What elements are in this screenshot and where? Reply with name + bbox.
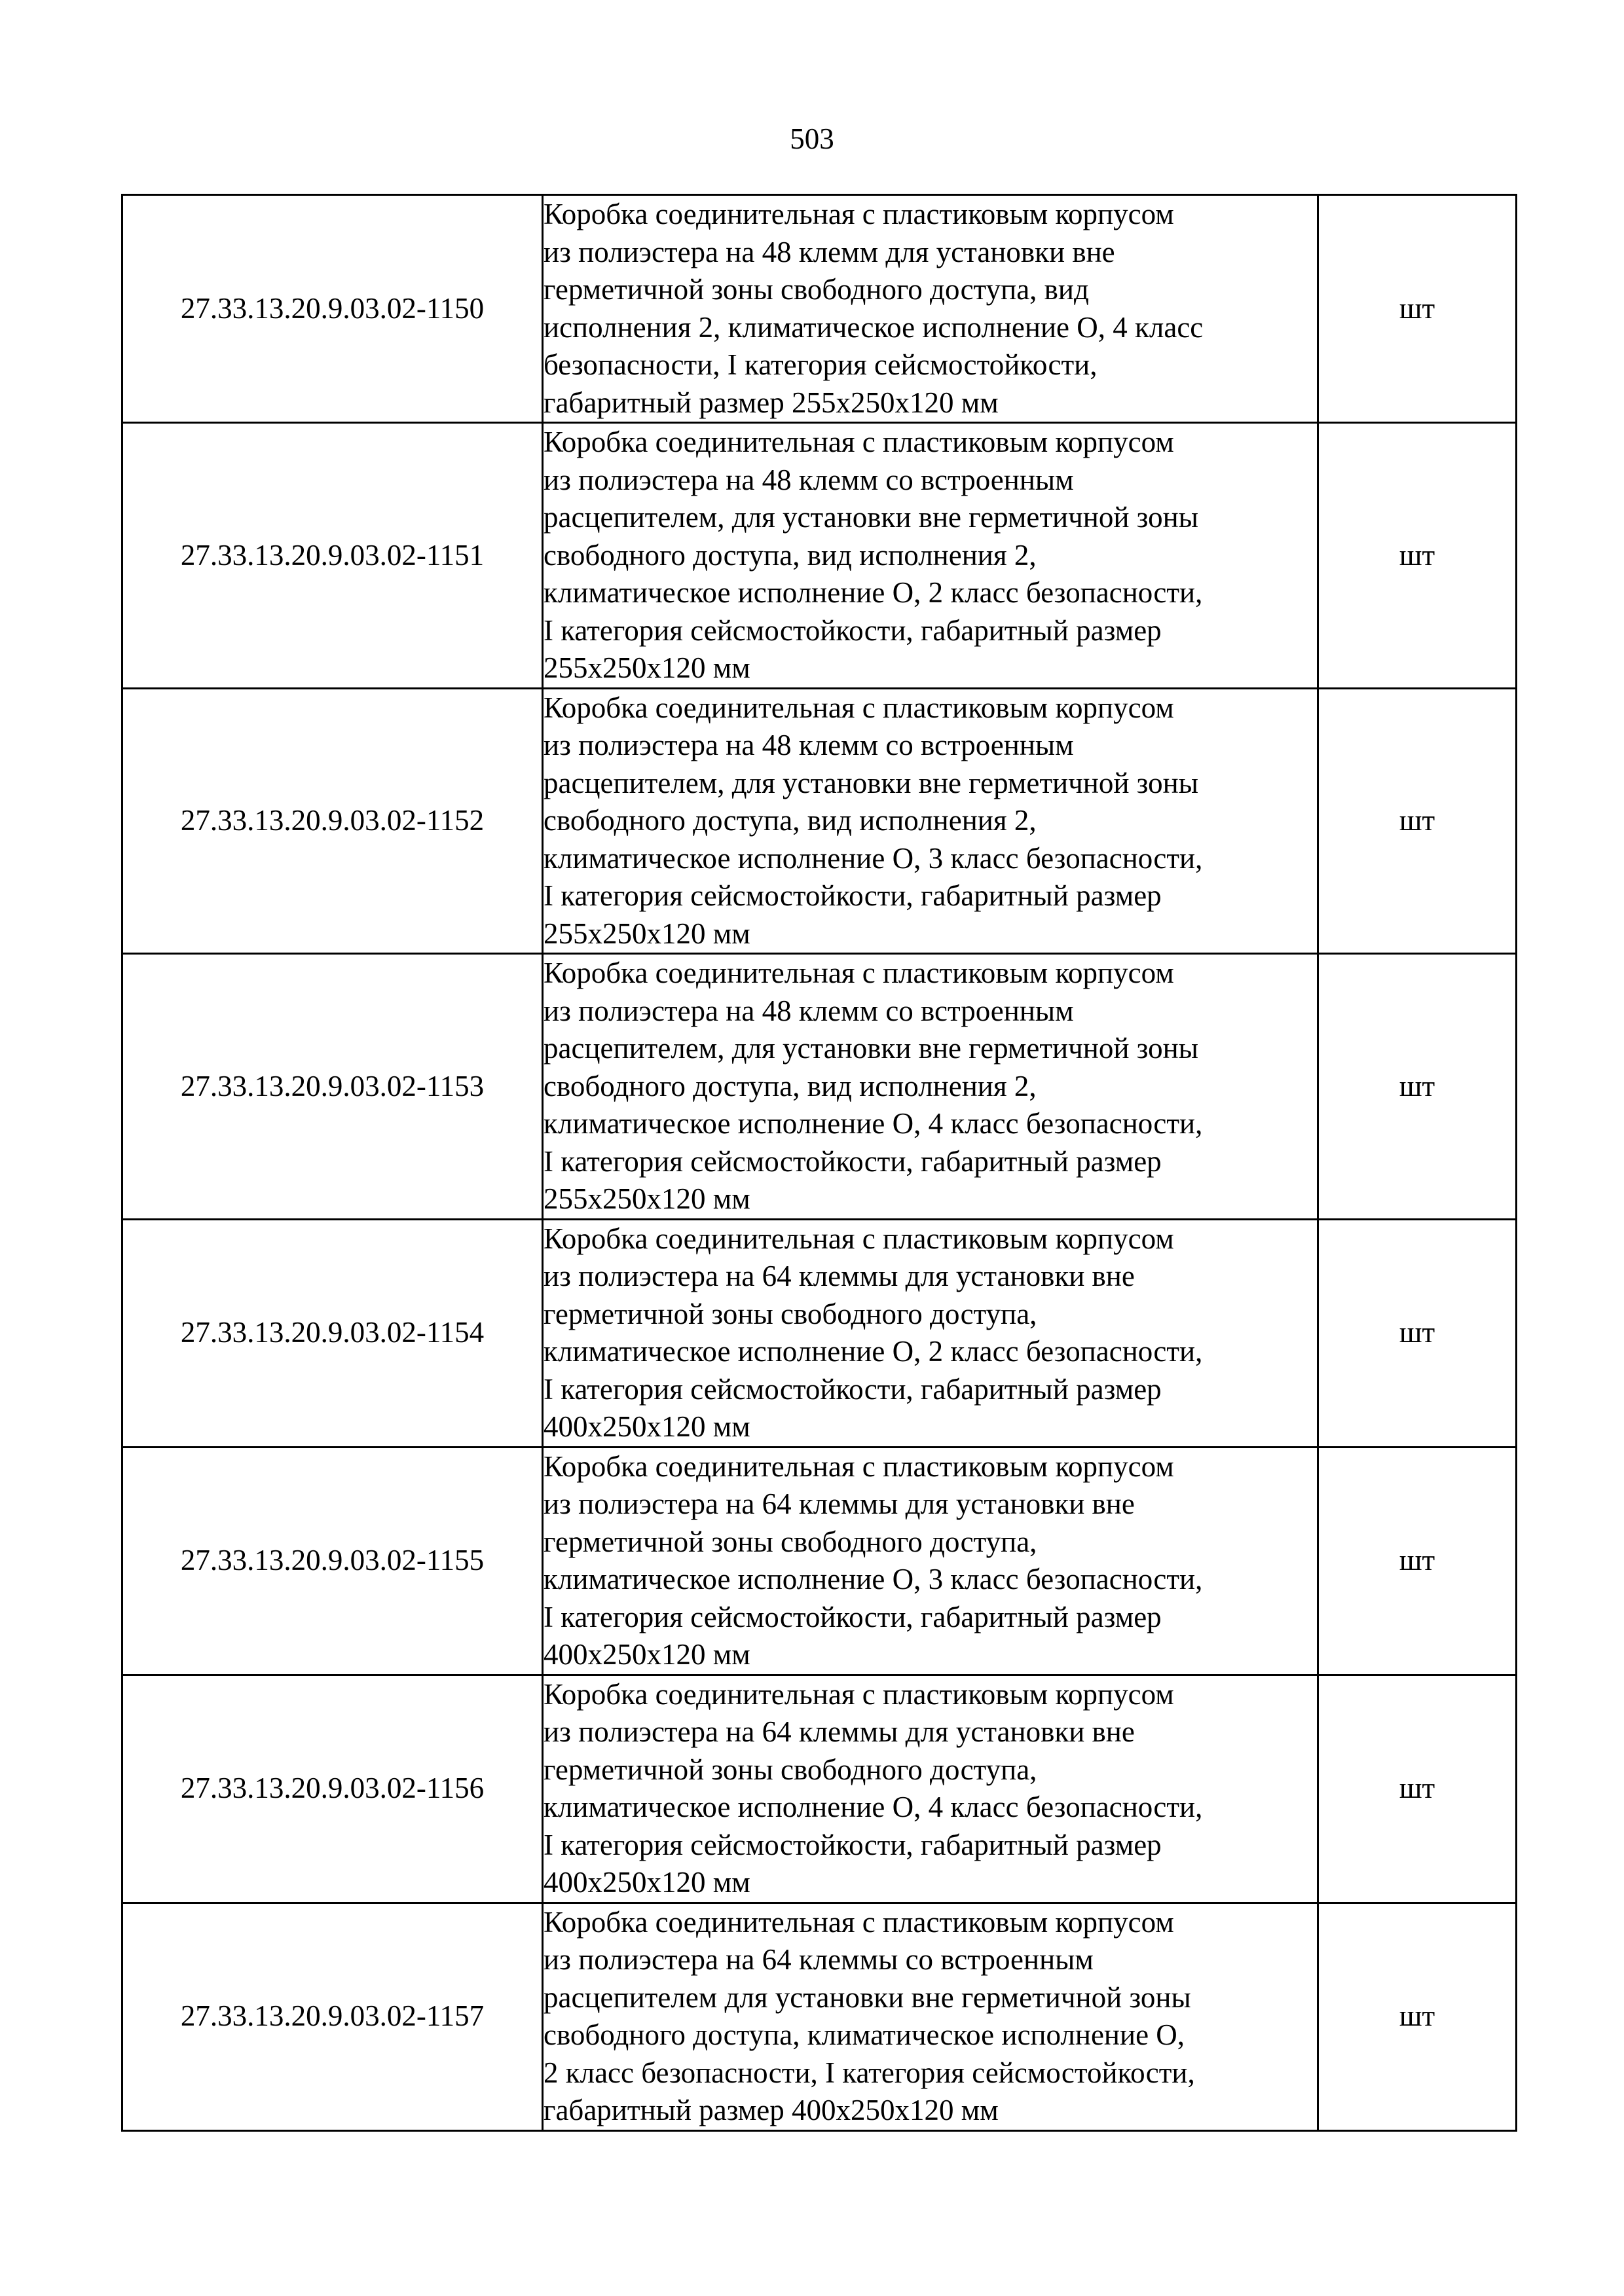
code-cell: 27.33.13.20.9.03.02-1155	[122, 1447, 543, 1675]
code-cell: 27.33.13.20.9.03.02-1151	[122, 423, 543, 689]
table-row	[122, 1903, 1517, 2130]
description-line: из полиэстера на 48 клемм со встроенным	[544, 463, 1074, 496]
unit-cell: шт	[1318, 1903, 1517, 2130]
code-cell: 27.33.13.20.9.03.02-1156	[122, 1675, 543, 1903]
table-row	[122, 954, 1517, 1220]
description-line: из полиэстера на 48 клемм со встроенным	[544, 994, 1074, 1027]
description-line: 255x250x120 мм	[544, 1182, 750, 1215]
description-line: из полиэстера на 64 клеммы со встроенным	[544, 1943, 1094, 1976]
code-cell: 27.33.13.20.9.03.02-1154	[122, 1219, 543, 1447]
unit-cell: шт	[1318, 423, 1517, 689]
description-line: Коробка соединительная с пластиковым корпусом	[544, 957, 1174, 989]
description-line: Коробка соединительная с пластиковым корпусом	[544, 1677, 1174, 1711]
code-cell: 27.33.13.20.9.03.02-1153	[122, 954, 543, 1220]
description-line: расцепителем, для установки вне герметичной зоны	[544, 501, 1198, 534]
description-line: 400x250x120 мм	[544, 1410, 750, 1443]
description-line: Коробка соединительная с пластиковым корпусом	[544, 198, 1174, 230]
description-line: Коробка соединительная с пластиковым корпусом	[544, 426, 1174, 458]
unit-cell: шт	[1318, 1219, 1517, 1447]
description-cell	[543, 1675, 1318, 1903]
description-line: расцепителем для установки вне герметичной зоны	[544, 1980, 1191, 2014]
description-line: I категория сейсмостойкости, габаритный размер	[544, 879, 1162, 912]
unit-cell: шт	[1318, 1447, 1517, 1675]
description-line: из полиэстера на 48 клемм для установки вне	[544, 235, 1115, 268]
table-row	[122, 195, 1517, 423]
description-cell	[543, 423, 1318, 689]
description-line: 255x250x120 мм	[544, 917, 750, 950]
description-cell	[543, 195, 1318, 423]
description-line: 400x250x120 мм	[544, 1638, 750, 1671]
description-line: I категория сейсмостойкости, габаритный размер	[544, 1828, 1162, 1861]
code-cell: 27.33.13.20.9.03.02-1150	[122, 195, 543, 423]
description-line: I категория сейсмостойкости, габаритный размер	[544, 1372, 1162, 1406]
description-line: Коробка соединительная с пластиковым корпусом	[544, 691, 1174, 724]
description-line: герметичной зоны свободного доступа, вид	[544, 273, 1089, 306]
description-line: климатическое исполнение О, 4 класс безопасности,	[544, 1791, 1203, 1823]
table-body	[122, 195, 1517, 2131]
code-cell: 27.33.13.20.9.03.02-1157	[122, 1903, 543, 2130]
description-line: климатическое исполнение О, 3 класс безопасности,	[544, 841, 1203, 875]
description-line: I категория сейсмостойкости, габаритный размер	[544, 1600, 1162, 1633]
description-line: климатическое исполнение О, 3 класс безопасности,	[544, 1563, 1203, 1595]
description-cell	[543, 1447, 1318, 1675]
description-line: 255x250x120 мм	[544, 651, 750, 684]
description-line: габаритный размер 400x250x120 мм	[544, 2094, 999, 2126]
description-cell	[543, 688, 1318, 954]
description-line: исполнения 2, климатическое исполнение О, 4 класс	[544, 310, 1204, 344]
description-line: 400x250x120 мм	[544, 1866, 750, 1899]
table-row	[122, 688, 1517, 954]
unit-cell: шт	[1318, 1675, 1517, 1903]
description-line: из полиэстера на 48 клемм со встроенным	[544, 729, 1074, 761]
description-line: расцепителем, для установки вне герметичной зоны	[544, 766, 1198, 799]
unit-cell: шт	[1318, 195, 1517, 423]
code-cell: 27.33.13.20.9.03.02-1152	[122, 688, 543, 954]
description-line: 2 класс безопасности, I категория сейсмостойкости,	[544, 2056, 1195, 2089]
description-line: климатическое исполнение О, 2 класс безопасности,	[544, 576, 1203, 609]
description-line: расцепителем, для установки вне герметичной зоны	[544, 1032, 1198, 1065]
description-line: герметичной зоны свободного доступа,	[544, 1753, 1037, 1786]
table-row	[122, 1447, 1517, 1675]
unit-cell: шт	[1318, 954, 1517, 1220]
description-line: свободного доступа, вид исполнения 2,	[544, 1069, 1037, 1102]
description-line: из полиэстера на 64 клеммы для установки вне	[544, 1487, 1135, 1520]
description-line: из полиэстера на 64 клеммы для установки вне	[544, 1715, 1135, 1748]
table-row	[122, 1675, 1517, 1903]
description-line: I категория сейсмостойкости, габаритный размер	[544, 1144, 1162, 1178]
table-row	[122, 423, 1517, 689]
description-line: Коробка соединительная с пластиковым корпусом	[544, 1905, 1174, 1939]
description-line: свободного доступа, вид исполнения 2,	[544, 538, 1037, 572]
table-row	[122, 1219, 1517, 1447]
description-line: Коробка соединительная с пластиковым корпусом	[544, 1449, 1174, 1483]
description-line: Коробка соединительная с пластиковым корпусом	[544, 1222, 1174, 1255]
unit-cell: шт	[1318, 688, 1517, 954]
description-line: из полиэстера на 64 клеммы для установки вне	[544, 1260, 1135, 1292]
description-cell	[543, 954, 1318, 1220]
description-line: герметичной зоны свободного доступа,	[544, 1297, 1037, 1330]
description-cell	[543, 1903, 1318, 2130]
description-line: габаритный размер 255x250x120 мм	[544, 386, 999, 419]
description-line: свободного доступа, вид исполнения 2,	[544, 804, 1037, 837]
page-number: 503	[790, 122, 834, 155]
description-line: климатическое исполнение О, 2 класс безопасности,	[544, 1335, 1203, 1368]
description-line: герметичной зоны свободного доступа,	[544, 1525, 1037, 1558]
description-line: климатическое исполнение О, 4 класс безопасности,	[544, 1107, 1203, 1140]
description-line: безопасности, I категория сейсмостойкости,	[544, 348, 1098, 381]
description-cell	[543, 1219, 1318, 1447]
description-line: I категория сейсмостойкости, габаритный размер	[544, 613, 1162, 647]
description-line: свободного доступа, климатическое исполнение О,	[544, 2018, 1185, 2051]
classification-table	[121, 194, 1517, 2132]
